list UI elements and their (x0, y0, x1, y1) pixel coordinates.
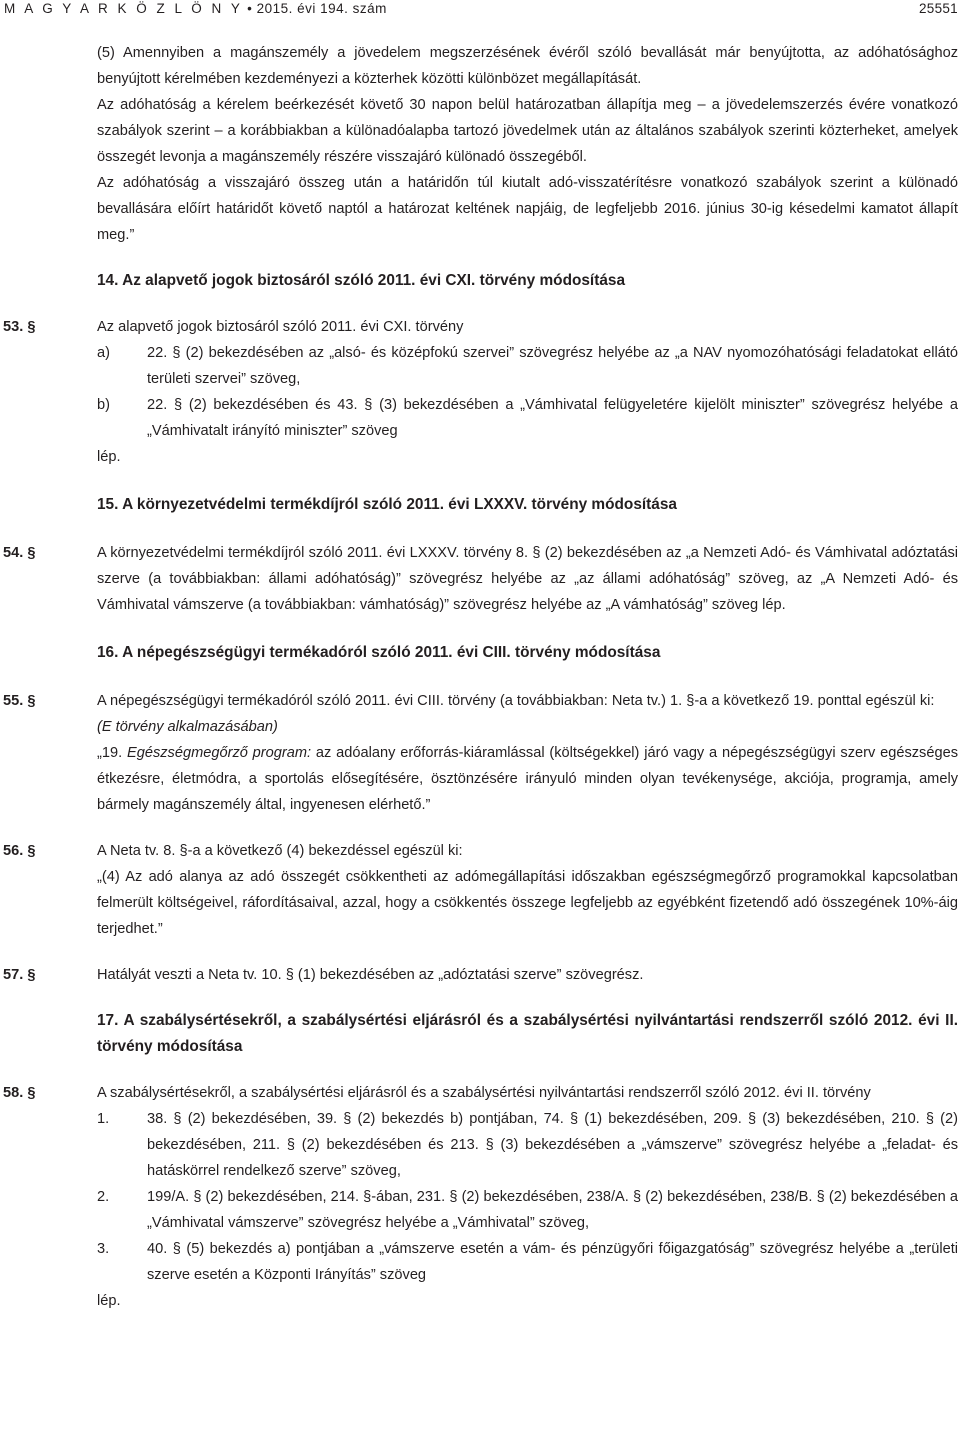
journal-name: M A G Y A R K Ö Z L Ö N Y (4, 1, 243, 16)
intro-paragraph-3: Az adóhatóság a visszajáró összeg után a határidőn túl kiutalt adó-visszatérítésre vonatkozó szabályok szerint a különadó bevallására előírt határidőt követő naptól a határozat keltének napjáig, de legfeljebb 2016. június 30-ig késedelmi kamatot állapít meg.” (97, 175, 958, 243)
quoted-definition (97, 740, 958, 818)
item-text: 40. § (5) bekezdés a) pontjában a „vámszerve esetén a vám- és pénzügyőri főigazgatóság” szövegrész helyébe a „területi szerve esetén a Központi Irányítás” szöveg (147, 1241, 958, 1283)
intro-paragraph-2: Az adóhatóság a kérelem beérkezését követő 30 napon belül határozatban állapítja meg – a jövedelemszerzés évére vonatkozó szabályok szerint – a korábbiakban a különadóalapba tartozó jövedelmek után az általános szabályok szerinti közterheket, amelyek összegét levonja a magánszemély részére visszajáró különadó összegéből. (97, 97, 958, 165)
quote-open: „19. (97, 745, 127, 761)
item-label: 1. (97, 1111, 110, 1127)
page-content (3, 40, 958, 1314)
paragraph-text: A környezetvédelmi termékdíjról szóló 2011. évi LXXXV. törvény 8. § (2) bekezdésében az „a Nemzeti Adó- és Vámhivatal adóztatási szerve (a továbbiakban: állami adóhatóság)” szövegrész helyébe az „az állami adóhatóság” szöveg, az „A Nemzeti Adó- és Vámhivatal vámszerve (a továbbiakban: vámhatóság)” szövegrész helyébe az „A vámhatóság” szöveg lép. (97, 545, 958, 613)
paragraph-text: Hatályát veszti a Neta tv. 10. § (1) bekezdésében az „adóztatási szerve” szövegrész. (97, 967, 644, 983)
paragraph-56 (3, 838, 958, 942)
paragraph-55 (3, 688, 958, 818)
list-item-3 (3, 1236, 958, 1288)
closing-word: lép. (97, 1293, 121, 1309)
paragraph-text: A szabálysértésekről, a szabálysértési eljárásról és a szabálysértési nyilvántartási rendszerről szóló 2012. évi II. törvény (97, 1085, 871, 1101)
paragraph-text: Az alapvető jogok biztosáról szóló 2011. évi CXI. törvény (97, 319, 464, 335)
section-heading-17: 17. A szabálysértésekről, a szabálysértési eljárásról és a szabálysértési nyilvántartási rendszerről szóló 2012. évi II. törvény módosítása (97, 1012, 958, 1055)
item-label: b) (97, 397, 110, 413)
defined-term: Egészségmegőrző program: (126, 745, 312, 761)
closing-word: lép. (97, 449, 121, 465)
item-label: 3. (97, 1241, 110, 1257)
list-item-2 (3, 1184, 958, 1236)
item-text: 38. § (2) bekezdésében, 39. § (2) bekezdés b) pontjában, 74. § (1) bekezdésében, 209. § (3) bekezdésében, 210. § (2) bekezdésében, 211. § (2) bekezdésében és 213. § (3) bekezdésében a „vámszerve” szövegrész helyébe a „feladat- és hatáskörrel rendelkező szerve” szöveg, (147, 1111, 958, 1179)
paragraph-number: 53. § (3, 319, 36, 335)
intro-block (3, 40, 958, 248)
definition-text: az adóalany erőforrás-kiáramlással (költségekkel) járó vagy a népegészségügyi szerv egészséges étkezésre, életmódra, a sportolás elősegítésére, ösztönzésére irányuló minden olyan tevékenysége, akciója, programja, amely bármely magánszemély által, ingyenesen elérhető.” (97, 745, 958, 813)
journal-title (4, 0, 387, 18)
paragraph-58 (3, 1080, 958, 1106)
page-number: 25551 (918, 1, 958, 16)
item-text: 199/A. § (2) bekezdésében, 214. §-ában, 231. § (2) bekezdésében, 238/A. § (2) bekezdésében, 238/B. § (2) bekezdésében a „Vámhivatal vámszerve” szövegrész helyébe a „Vámhivatal” szöveg, (147, 1189, 958, 1231)
paragraph-number: 58. § (3, 1085, 36, 1101)
paragraph-53 (3, 314, 958, 340)
paragraph-number: 54. § (3, 545, 36, 561)
item-text: 22. § (2) bekezdésében és 43. § (3) bekezdésében a „Vámhivatal felügyeletére kijelölt miniszter” szövegrész helyébe a „Vámhivatalt irányító miniszter” szöveg (147, 397, 958, 439)
list-item-a (3, 340, 958, 392)
paragraph-text: A népegészségügyi termékadóról szóló 2011. évi CIII. törvény (a továbbiakban: Neta tv.) 1. §-a a következő 19. ponttal egészül ki: (97, 693, 935, 709)
list-item-1 (3, 1106, 958, 1184)
paragraph-54 (3, 540, 958, 618)
quoted-paragraph: „(4) Az adó alanya az adó összegét csökkentheti az adómegállapítási időszakban egészségmegőrző programokkal kapcsolatban felmerült költségeivel, ráfordításaival, azzal, hogy a csökkentés összege legfeljebb az egyébként fizetendő adó összegének 10%-áig terjedhet.” (97, 869, 958, 937)
section-heading-16: 16. A népegészségügyi termékadóról szóló 2011. évi CIII. törvény módosítása (97, 644, 661, 661)
list-item-b (3, 392, 958, 444)
section-heading-14: 14. Az alapvető jogok biztosáról szóló 2011. évi CXI. törvény módosítása (97, 272, 626, 289)
paragraph-number: 57. § (3, 967, 36, 983)
paragraph-57 (3, 962, 958, 988)
section-heading-15: 15. A környezetvédelmi termékdíjról szóló 2011. évi LXXXV. törvény módosítása (97, 496, 677, 513)
page-header (0, 0, 960, 18)
paragraph-text: A Neta tv. 8. §-a a következő (4) bekezdéssel egészül ki: (97, 843, 463, 859)
paragraph-subtitle: (E törvény alkalmazásában) (97, 719, 278, 735)
intro-paragraph-5: (5) Amennyiben a magánszemély a jövedelem megszerzésének évéről szóló bevallását már benyújtotta, az adóhatósághoz benyújtott kérelmében kezdeményezi a közterhek közötti különbözet megállapítását. (97, 45, 958, 87)
item-text: 22. § (2) bekezdésében az „alsó- és középfokú szervei” szövegrész helyébe az „a NAV nyomozóhatósági feladatokat ellátó területi szervei” szöveg, (147, 345, 958, 387)
paragraph-number: 55. § (3, 693, 36, 709)
item-label: 2. (97, 1189, 110, 1205)
item-label: a) (97, 345, 110, 361)
issue-number: • 2015. évi 194. szám (247, 1, 387, 16)
paragraph-number: 56. § (3, 843, 36, 859)
